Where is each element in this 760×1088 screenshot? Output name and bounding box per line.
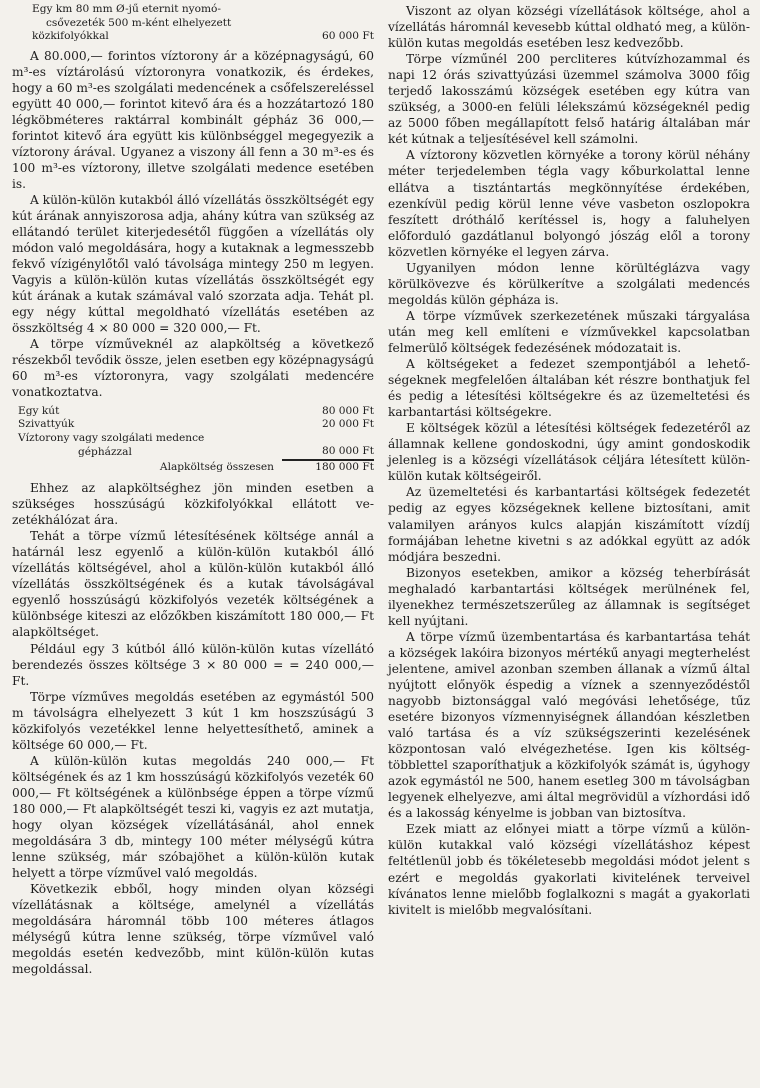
cost-row-tower-line-1: Víztorony vagy szolgálati medence bbox=[18, 431, 205, 444]
cost-row bbox=[18, 445, 374, 460]
pipeline-cost-block bbox=[12, 3, 374, 44]
cost-total-label: Alapköltség összesen bbox=[159, 460, 274, 473]
paragraph: Bizonyos esetekben, amikor a község teherbírását meghaladó karbantartási költségek merülnének fel, ilyenekhez természetszerűleg az államnak is segítséget kell nyújtani. bbox=[388, 565, 750, 628]
pipeline-amount: 60 000 Ft bbox=[321, 30, 374, 42]
pipeline-line-1: Egy km 80 mm Ø-jű eternit nyomó- bbox=[32, 3, 222, 15]
cost-row-amount: 20 000 Ft bbox=[321, 418, 374, 431]
paragraph: Ehhez az alapköltséghez jön minden esetben a szükséges hosszúságú közkifolyókkal ellátott vezetékhálózat ára. bbox=[12, 481, 374, 528]
cost-row-label: Egy kút bbox=[18, 404, 60, 417]
cost-total-amount: 180 000 Ft bbox=[282, 460, 374, 475]
cost-table bbox=[18, 405, 374, 475]
cost-row-label: Szivattyúk bbox=[18, 418, 75, 431]
paragraph: Következik ebből, hogy minden olyan községi vízellátásnak a költsége, amelynél a vízellátás megoldására háromnál több 100 méteres átlagos mélységű kútra lenne szükség, törpe vízművel való megoldás esetén kedvezőbb, mint külön-külön kutas megoldással. bbox=[12, 882, 374, 977]
paragraph: Törpe vízműnél 200 percliteres kútvízhozammal és napi 12 órás szivattyúzási üzemmel számolva 3000 főig terjedő lakosszámú községek esetében egy kútra van szükség, a 3000-en felüli lélekszámú községeknél pedig az 5000 főben megállapított felső határig általában már két kútnak a teljesítésével kell számolni. bbox=[388, 52, 750, 147]
paragraph: Ezek miatt az előnyei miatt a törpe vízmű a külön-külön kutakkal való községi vízellátáshoz képest feltétlenül jobb és tökéletesebb megoldási módot jelent s ezért e megoldás gyakorlati kivitelének terveivel kívánatos lenne mielőbb foglalkozni s magát a gyakorlati kivitelt is mielőbb megvalósítani. bbox=[388, 822, 750, 917]
paragraph: Például egy 3 kútból álló külön-külön kutas vízellátó berendezés összes költsége 3 × 80 000 = = 240 000,— Ft. bbox=[12, 641, 374, 688]
cost-row-amount: 80 000 Ft bbox=[321, 404, 374, 417]
cost-row bbox=[18, 418, 374, 432]
paragraph: E költségek közül a létesítési költségek fedezetéről az államnak kellene gondoskodni, úgy amint gondoskodik jelenleg is a községi vízellátások céljára létesített külön-külön kutak költségeiről. bbox=[388, 421, 750, 484]
paragraph: A víztorony közvetlen környéke a torony körül néhány méter terjedelemben tégla vagy kőburkolattal lenne ellátva a tisztántartás megkönnyítése érdekében, ezenkívül pedig körül lenne véve vasbeton oszlopokra feszített dróthálő kerítéssel is, hogy a faluhelyen előforduló gazdátlanul bolyongó jószág elől a torony közvetlen környéke el legyen zárva. bbox=[388, 148, 750, 259]
pipeline-line-2: csővezeték 500 m-ként elhelyezett bbox=[46, 16, 232, 29]
cost-row-label: gépházzal bbox=[78, 446, 132, 459]
left-column bbox=[12, 3, 374, 977]
paragraph: Ugyanilyen módon lenne körültéglázva vagy körülkövezve és körülkerítve a szolgálati medencés megoldás külön gépháza is. bbox=[388, 260, 750, 307]
cost-total-row bbox=[18, 460, 374, 475]
paragraph: Törpe vízműves megoldás esetében az egymástól 500 m távolságra elhelyezett 3 kút 1 km hoszszúságú 3 közkifolyós vezetékkel lenne helyettesíthető, aminek a költsége 60 000,— Ft. bbox=[12, 689, 374, 752]
paragraph: A törpe vízmű üzembentartása és karbantartása tehát a községek lakóira bizonyos mértékű anyagi megterhelést jelentene, amivel azonban szemben állanak a vízmű által nyújtott előnyök éspedig a víznek a szennyeződéstől nagyobb biztonsággal való megóvási lehetősége, tűz esetére bizonyos vízmennyiségnek állandóan készletben való tartása és a víz szükségszerinti kezelésének központosan való elvégezhetése. Igen kis költségtöbblettel szaporíthatjuk a közkifolyók számát is, úgyhogy azok egymástól ne 500, hanem esetleg 300 m távolságban legyenek elhelyezve, ami által megrövidül a vízhordási idő és a lakosság kényelme is jobban van biztosítva. bbox=[388, 629, 750, 821]
pipeline-line-3 bbox=[12, 30, 374, 44]
pipeline-line-3-label: közkifolyókkal bbox=[32, 30, 109, 42]
paragraph: Tehát a törpe vízmű létesítésének költsége annál a határnál lesz egyenlő a külön-külön kutakból álló vízellátás költségével, ahol a külön-külön kutakból álló vízellátás összköltségének és a kutak távolságával egyenlő hosszúságú közkifolyós vezeték költségének a különbsége kiteszi az előzőkben kiszámított 180 000,— Ft alapköltséget. bbox=[12, 529, 374, 640]
paragraph: A költségeket a fedezet szempontjából a lehetőségeknek megfelelően általában két részre bonthatjuk fel és pedig a létesítési költségekre és az üzemeltetési és karbantartási költségekre. bbox=[388, 357, 750, 420]
paragraph: A külön-külön kutas megoldás 240 000,— Ft költségének és az 1 km hosszúságú közkifolyós vezeték 60 000,— Ft költségének a különbsége éppen a törpe vízmű 180 000,— Ft alapköltségét teszi ki, vagyis ez azt mutatja, hogy olyan községek vízellátásánál, ahol ennek megoldására 3 db, mintegy 100 méter mélységű kútra lenne szükség, már szóbajöhet a külön-külön kutak helyett a törpe vízművel való megoldás. bbox=[12, 753, 374, 881]
paragraph: A törpe vízművek szerkezetének műszaki tárgyalása után meg kell említeni e vízművekkel kapcsolatban felmerülő költségek fedezésének módozatait is. bbox=[388, 308, 750, 355]
cost-row-amount: 80 000 Ft bbox=[282, 445, 374, 460]
paragraph: Viszont az olyan községi vízellátások költsége, ahol a vízellátás háromnál kevesebb kúttal oldható meg, a külön-külön kutas megoldás esetében lesz kedvezőbb. bbox=[388, 4, 750, 51]
paragraph: A külön-külön kutakból álló vízellátás összköltségét egy kút árának annyiszorosa adja, ahány kútra van szükség az ellátandó terület kiterjedesétől függően a vízellátás oly módon való megoldására, hogy a kutaknak a legmesszebb fekvő vízigénylőtől való távolsága mintegy 250 m legyen. Vagyis a külön-külön kutas vízellátás összköltségét egy kút árának a kutak számával való szorzata adja. Tehát pl. egy négy kúttal megoldható vízellátás esetében az összköltség 4 × 80 000 = 320 000,— Ft. bbox=[12, 192, 374, 336]
paragraph: A 80.000,— forintos víztorony ár a középnagyságú, 60 m³-es víztárolású víztoronyra vonatkozik, és érdekes, hogy a 60 m³-es szolgálati medencének a csőfelszereléssel együtt 40 000,— forintot kitevő ára és a hozzátartozó 180 légköbméteres raktárral kombinált gépház 36 000,— forintot kitevő ára együtt kis különbséggel megegyezik a víztorony árával. Ugyanez a viszony áll fenn a 30 m³-es és 100 m³-es víztorony, illetve szolgálati medence esetében is. bbox=[12, 48, 374, 191]
right-column bbox=[388, 3, 750, 918]
paragraph: Az üzemeltetési és karbantartási költségek fedezetét pedig az egyes községeknek kellene biztosítani, amit valamilyen arányos kulcs alapján kiszámított vízdíj formájában lehetne kivetni s az adókkal együtt az adók módjára beszedni. bbox=[388, 485, 750, 564]
paragraph: A törpe vízműveknél az alapköltség a következő részekből tevődik össze, jelen esetben egy középnagyságú 60 m³-es víztoronyra, vagy szolgálati medencére vonatkoztatva. bbox=[12, 337, 374, 400]
cost-row bbox=[18, 405, 374, 419]
